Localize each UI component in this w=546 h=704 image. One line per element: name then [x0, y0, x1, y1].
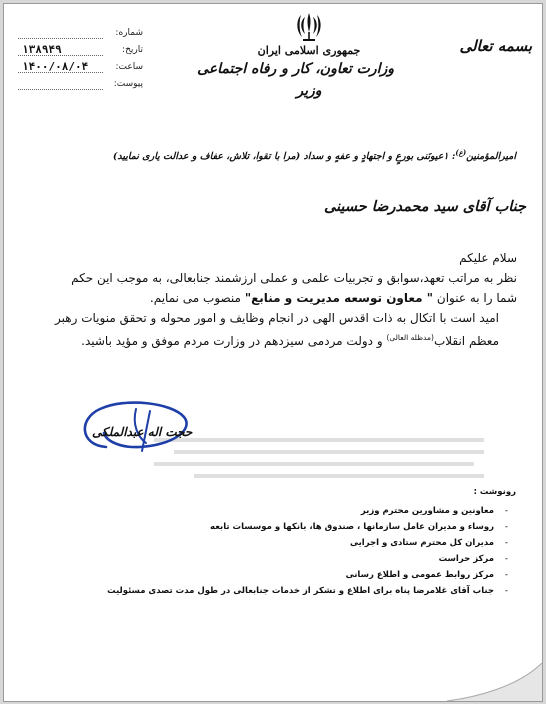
meta-time [18, 60, 143, 77]
appointment-end: منصوب می نمایم. [149, 291, 241, 305]
appointment-text: نظر به مراتب تعهد،سوابق و تجربیات علمی و عملی ارزشمند جنابعالی، به موجب این حکم شما را به عنوان [71, 271, 517, 305]
ministry-title: وزارت تعاون، کار و رفاه اجتماعی [197, 61, 394, 77]
slogan-honorific: (ع) [455, 148, 467, 157]
slogan-after: : ۱عیونَنی بورعٍ و اجتهادٍ و عفهٍ و سداد (مرا با تقوا، تلاش، عفاف و عدالت یاری نمایید) [112, 151, 456, 163]
letter-body [52, 248, 517, 351]
appointment-position: " معاون توسعه مدیریت و منابع" [244, 291, 434, 305]
cc-dash: - [504, 538, 508, 548]
page-curl [447, 663, 542, 701]
meta-attachment-line [18, 89, 103, 90]
wishes-text: امید است با اتکال به ذات اقدس الهی در انجام وظایف و امور محوله و تحقق منویات رهبر معظم انقلاب [55, 311, 499, 348]
meta-number-label: شماره: [115, 28, 143, 38]
wishes-paragraph [52, 308, 517, 351]
meta-date-label: تاریخ: [122, 45, 143, 55]
minister-title: وزیر [296, 83, 322, 99]
slogan [112, 148, 516, 163]
greeting: سلام علیکم [459, 251, 517, 265]
cc-dash: - [504, 522, 508, 532]
cc-item-text: جناب آقای غلامرضا پناه برای اطلاع و تشکر از خدمات جنابعالی در طول مدت تصدی مسئولیت [107, 586, 494, 596]
meta-date [18, 43, 143, 60]
letter-page [3, 3, 543, 702]
cc-item [124, 503, 516, 519]
cc-item-text: مرکز حراست [438, 554, 494, 564]
meta-time-value: ۱۴۰۰/۰۸/۰۴ [22, 60, 89, 73]
cc-title: رونوشت : [473, 487, 516, 497]
meta-number [18, 26, 143, 43]
cc-item-text: روساء و مدیران عامل سازمانها ، صندوق ها، بانکها و موسسات تابعه [210, 522, 494, 532]
faded-stamp-text [154, 434, 494, 494]
cc-dash: - [504, 570, 508, 580]
signatory-name: حجت اله عبدالملکی [92, 425, 193, 439]
cc-item [124, 551, 516, 567]
cc-item-text: مدیران کل محترم ستادی و اجرایی [349, 538, 494, 548]
republic-title: جمهوری اسلامی ایران [257, 44, 361, 57]
meta-time-label: ساعت: [115, 62, 143, 72]
cc-item-text: معاونین و مشاورین محترم وزیر [360, 506, 494, 516]
letter-meta [18, 26, 143, 94]
cc-dash: - [504, 586, 508, 596]
cc-dash: - [504, 554, 508, 564]
appointment-paragraph [52, 268, 517, 308]
recipient: جناب آقای سید محمدرضا حسینی [323, 198, 526, 215]
cc-item [107, 583, 516, 599]
meta-attachment-label: پیوست: [113, 79, 143, 89]
cc-item [124, 567, 516, 583]
basmala: بسمه تعالی [459, 37, 532, 55]
cc-item [124, 519, 516, 535]
cc-item-text: مرکز روابط عمومی و اطلاع رسانی [345, 570, 494, 580]
wishes-honorific: (مدظله العالی) [386, 333, 434, 342]
wishes-end: و دولت مردمی سیزدهم در وزارت مردم موفق و مؤید باشید. [81, 334, 383, 348]
cc-dash: - [504, 506, 508, 516]
meta-number-line [18, 38, 103, 39]
cc-list [107, 487, 516, 599]
cc-item [124, 535, 516, 551]
slogan-before: امیرالمؤمنین [466, 151, 516, 163]
letterhead [197, 10, 394, 99]
meta-attachment [18, 77, 143, 94]
meta-date-value: ۱۳۸۹۴۹ [22, 43, 62, 56]
iran-emblem-icon [294, 10, 324, 44]
